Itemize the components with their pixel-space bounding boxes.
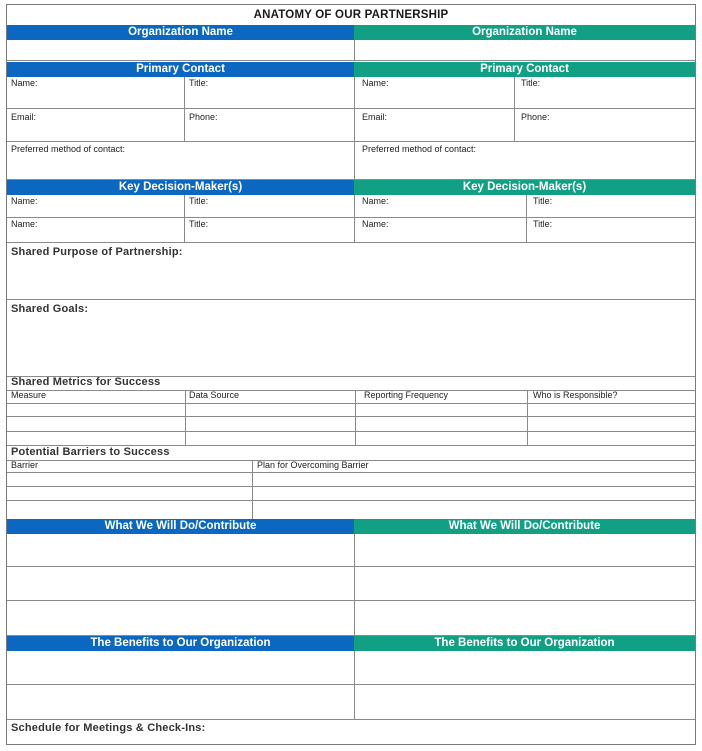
decision-title-label: Title: — [533, 219, 553, 229]
benefits-field-left[interactable] — [7, 685, 355, 720]
decision-title-label: Title: — [189, 196, 209, 206]
preferred-contact-label: Preferred method of contact: — [362, 144, 477, 154]
primary-email-field-left[interactable] — [7, 109, 185, 142]
metrics-col-rule — [527, 390, 528, 445]
primary-contact-header-left: Primary Contact — [7, 62, 354, 77]
decision-name-label: Name: — [362, 196, 389, 206]
contribute-field-right[interactable] — [355, 601, 695, 636]
primary-contact-header-right: Primary Contact — [354, 62, 695, 77]
barriers-col-plan: Plan for Overcoming Barrier — [257, 460, 369, 470]
primary-phone-field-left[interactable] — [185, 109, 355, 142]
benefits-field-right[interactable] — [355, 651, 695, 685]
primary-title-label: Title: — [189, 78, 209, 88]
metrics-row-rule — [7, 431, 695, 432]
decision-title-field-2-left[interactable] — [185, 218, 355, 243]
metrics-col-responsible: Who is Responsible? — [533, 390, 618, 400]
barriers-col-rule — [252, 460, 253, 519]
primary-phone-label: Phone: — [189, 112, 218, 122]
benefits-header-right: The Benefits to Our Organization — [354, 636, 695, 651]
metrics-col-rule — [185, 390, 186, 445]
shared-goals-field[interactable] — [7, 300, 695, 377]
schedule-label: Schedule for Meetings & Check-Ins: — [11, 722, 206, 734]
primary-email-field-right[interactable] — [355, 109, 515, 142]
decision-title-label: Title: — [189, 219, 209, 229]
benefits-header-left: The Benefits to Our Organization — [7, 636, 354, 651]
decision-name-label: Name: — [11, 196, 38, 206]
decision-title-field-1-right[interactable] — [527, 195, 695, 218]
primary-name-field-right[interactable] — [355, 77, 515, 109]
decision-name-label: Name: — [11, 219, 38, 229]
org-name-header-left: Organization Name — [7, 25, 354, 40]
primary-phone-field-right[interactable] — [515, 109, 695, 142]
benefits-field-right[interactable] — [355, 685, 695, 720]
primary-phone-label: Phone: — [521, 112, 550, 122]
preferred-contact-field-left[interactable] — [7, 142, 355, 180]
barriers-heading: Potential Barriers to Success — [11, 446, 170, 458]
contribute-field-right[interactable] — [355, 534, 695, 567]
metrics-col-rule — [355, 390, 356, 445]
primary-name-label: Name: — [11, 78, 38, 88]
metrics-col-reporting-frequency: Reporting Frequency — [364, 390, 449, 400]
contribute-header-right: What We Will Do/Contribute — [354, 519, 695, 534]
contribute-header-left: What We Will Do/Contribute — [7, 519, 354, 534]
shared-purpose-field[interactable] — [7, 243, 695, 300]
primary-email-label: Email: — [11, 112, 37, 122]
form-title: ANATOMY OF OUR PARTNERSHIP — [253, 9, 449, 21]
primary-title-field-left[interactable] — [185, 77, 355, 109]
metrics-row-rule — [7, 403, 695, 404]
shared-purpose-label: Shared Purpose of Partnership: — [11, 246, 183, 258]
benefits-field-left[interactable] — [7, 651, 355, 685]
shared-goals-label: Shared Goals: — [11, 303, 89, 315]
decision-title-field-2-right[interactable] — [527, 218, 695, 243]
barriers-row-rule — [7, 486, 695, 487]
shared-metrics-heading: Shared Metrics for Success — [11, 376, 161, 388]
org-name-field-right[interactable] — [355, 40, 695, 61]
partnership-form — [6, 4, 696, 745]
org-name-field-left[interactable] — [7, 40, 355, 61]
decision-name-field-1-right[interactable] — [355, 195, 527, 218]
primary-email-label: Email: — [362, 112, 388, 122]
primary-title-field-right[interactable] — [515, 77, 695, 109]
preferred-contact-label: Preferred method of contact: — [11, 144, 126, 154]
decision-name-label: Name: — [362, 219, 389, 229]
barriers-row-rule — [7, 472, 695, 473]
preferred-contact-field-right[interactable] — [355, 142, 695, 180]
metrics-col-data-source: Data Source — [189, 390, 240, 400]
primary-name-field-left[interactable] — [7, 77, 185, 109]
decision-name-field-2-left[interactable] — [7, 218, 185, 243]
contribute-field-left[interactable] — [7, 601, 355, 636]
contribute-field-left[interactable] — [7, 567, 355, 601]
barriers-col-barrier: Barrier — [11, 460, 39, 470]
metrics-row-rule — [7, 416, 695, 417]
decision-makers-header-right: Key Decision-Maker(s) — [354, 180, 695, 195]
contribute-field-right[interactable] — [355, 567, 695, 601]
org-name-header-right: Organization Name — [354, 25, 695, 40]
primary-title-label: Title: — [521, 78, 541, 88]
decision-name-field-2-right[interactable] — [355, 218, 527, 243]
barriers-row-rule — [7, 500, 695, 501]
decision-makers-header-left: Key Decision-Maker(s) — [7, 180, 354, 195]
contribute-field-left[interactable] — [7, 534, 355, 567]
primary-name-label: Name: — [362, 78, 389, 88]
metrics-col-measure: Measure — [11, 390, 47, 400]
decision-title-field-1-left[interactable] — [185, 195, 355, 218]
decision-name-field-1-left[interactable] — [7, 195, 185, 218]
decision-title-label: Title: — [533, 196, 553, 206]
